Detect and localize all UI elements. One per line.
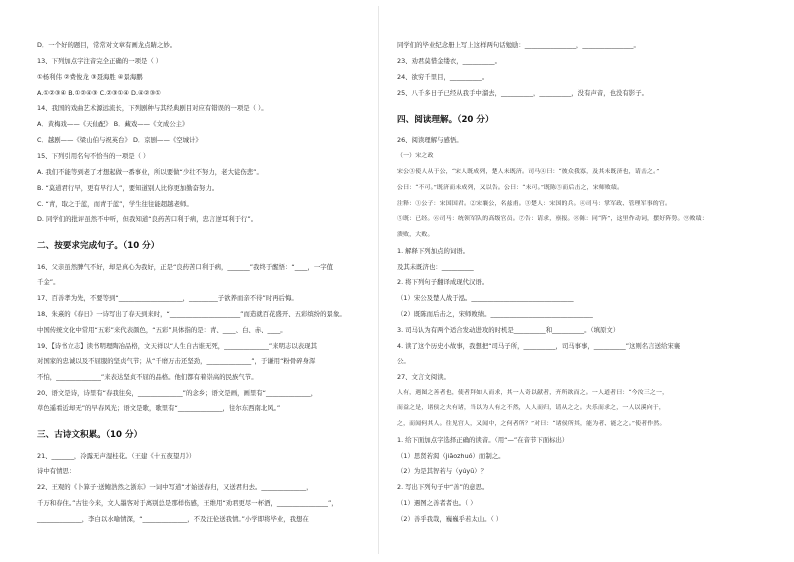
poem-prompt: 诗中有情思： [37, 467, 76, 475]
question-15-option-d: D. 同学们的批评虽然不中听，但我知道“良药苦口利于病，忠言逆耳利于行”。 [37, 215, 258, 223]
question-16-line1: 16、父亲虽然脾气不好，却是真心为我好，正是“良药苦口利于病，_______”我终于醒悟：“____，一字值 [37, 263, 334, 271]
sub-question-2-item-2: （2）既陈而后击之，宋师败绩。________________________________ [397, 310, 593, 318]
question-18-line2: 中国传统文化中常用“五彩”来代表颜色，“五彩”具体指的是：青、____、白、赤、____。 [37, 326, 287, 334]
sub-question-4-line1: 4. 读了这个历史小故事，我想把“司马子所，__________，司马事事，__________”这则名言送给宋襄 [397, 342, 681, 350]
question-22-line2: 千万和春住。”古往今来，文人墨客对于离别总是那样伤感，王维用“劝君更尽一杯酒，________________”， [37, 499, 338, 507]
q27-sub-2: 2. 写出下列句子中“善”的意思。 [397, 483, 489, 491]
question-27-stem: 27、文言文阅读。 [397, 373, 450, 381]
passage-line: 而益之是，诸侯之夫有诸，当以为人有之不然，人人而归，请从之之。夫乐而求之，一人以溪向于， [397, 405, 665, 411]
question-19-line2: 对国家的忠诚以及不屈服的坚贞气节；从“千磨万击还坚劲，______________”，于谦用“粉骨碎身浑 [37, 357, 316, 365]
passage-line: 宋公③使人从于公，“宋人既成列，楚人未既济。司马④曰：“彼众我寡，及其未既济也，请击之。” [397, 169, 660, 175]
question-21: 21、_______，冷露无声湿桂花。（王建《十五夜望月》） [37, 452, 196, 460]
question-22-line3: ______________，李白以水喻情深，“______________，不及汪伦送我情。”小学即将毕业，我想在 [37, 515, 309, 523]
text-line: D．一个好的题目，常常对文章有画龙点睛之妙。 [37, 41, 177, 49]
column-divider [378, 6, 379, 554]
section-2-heading: 二、按要求完成句子。（10 分） [37, 241, 160, 251]
question-15-option-b: B. “莫道君行早，更有早行人”，要知道别人比你更加勤奋努力。 [37, 184, 219, 192]
question-15-option-c: C. “青，取之于蓝，而青于蓝”，学生往往能超越老师。 [37, 200, 193, 208]
passage-line: 人有，遇图之善者也，使者拜如人而求，其一人奇以献者，齐所欲而之。一人道者曰：“今汝三之一， [397, 390, 669, 396]
q27-sub-2-item-2: （2）善乎我哉，巍巍乎若太山。（ ） [397, 515, 503, 523]
question-17: 17、百善孝为先，不要等到“____________________，_________子欲养而亲不待”时再后悔。 [37, 294, 298, 302]
question-26-stem: 26、阅读理解与感悟。 [397, 136, 463, 144]
question-18-line1: 18、朱熹的《春日》一诗写出了春天到来时，“______________________”而造就百花盛开、五彩缤纷的景象。 [37, 310, 346, 318]
q27-sub-2-item-1: （1）遇图之善者者也。（ ） [397, 499, 477, 507]
question-15-stem: 15、下列引用名句不恰当的一项是（ ） [37, 152, 150, 160]
sub-question-2-item-1: （1）宋公及楚人战于泓。________________________________ [397, 294, 574, 302]
question-25: 25、八千多日子已经从我手中溜去，__________，__________，没有声音，也没有影子。 [397, 89, 648, 97]
question-13-options: A.①②③④ B.①②④③ C.②③①④ D.④②③① [37, 89, 161, 97]
notes-line: 溃败，大败。 [397, 232, 434, 238]
notes-line: ⑤既：已经。⑥司马：统领军队的高级官员。⑦告：请求，禀报。⑧陈：同“阵”，这里作动词，摆好阵势。⑨败绩： [397, 216, 708, 222]
section-3-heading: 三、古诗文积累。（10 分） [37, 430, 143, 440]
q27-sub-1: 1. 给下面加点字选择正确的读音。（用“—”在音节下面标出） [397, 436, 569, 444]
question-22-continued: 同学们的毕业纪念册上写上这样两句话勉励：________________，________________。 [397, 41, 640, 49]
question-20-line1: 20、语文是诗，诗里有“春我往矣，______________”的念乡；语文是画，画里有“______________， [37, 389, 318, 397]
question-13-stem: 13、下列加点字注音完全正确的一项是（ ） [37, 57, 163, 65]
passage-title: （一）宋之政 [397, 153, 434, 159]
question-19-line3: 不怕，______________”来表达坚贞不屈的品格。他们都有着崇高的民族气节。 [37, 373, 258, 381]
question-14-options-ab: A．黄梅戏——《天仙配》 B．藏戏——《文成公主》 [37, 120, 189, 128]
passage-line: 公曰：“不可。”既济而未成列，又以告。公曰：“未可。”既陈⑤而后击之，宋师败绩。 [397, 185, 624, 191]
question-24: 24、欲穷千里目，__________。 [397, 73, 489, 81]
question-23: 23、劝君莫惜金缕衣，__________。 [397, 57, 501, 65]
passage-line: 之，而闻何其人。往见宫人，又闻中，之何者所？”对曰：“诸侯所其，能为者、能之之。”使者作然。 [397, 421, 666, 427]
question-14-stem: 14、我国的戏曲艺术源远流长，下列剧种与其经典剧目对应有错误的一项是（ ）。 [37, 104, 268, 112]
sub-question-4-line2: 公。 [397, 357, 410, 365]
question-19-line1: 19、【诗书立志】读书明理陶冶品格，文天祥以“人生自古谁无死，______________”来明志以表现其 [37, 342, 317, 350]
question-22-line1: 22、王观的《卜算子·送鲍浩然之浙东》一词中写道“才始送春归，又送君归去。______________， [37, 483, 313, 491]
question-14-options-cd: C．越剧——《梁山伯与祝英台》 D．京剧——《空城计》 [37, 136, 202, 144]
question-15-option-a: A. 我们不能等到老了才想起做一番事业，所以要做“少壮不努力，老大徒伤悲”。 [37, 168, 263, 176]
section-4-heading: 四、阅读理解。（20 分） [397, 115, 494, 125]
question-13-items: ①杨利伟 ②费俊龙 ③聂海胜 ④景海鹏 [37, 73, 143, 81]
question-16-line2: 千金”。 [37, 278, 60, 286]
sub-question-3: 3. 司马认为有两个适合发动进攻的时机是__________和__________。（填原文） [397, 326, 620, 334]
sub-question-1: 1. 解释下列加点的词语。 [397, 247, 470, 255]
sub-question-2: 2. 将下列句子翻译成现代汉语。 [397, 278, 489, 286]
q27-sub-1-item-1: （1）思贤若渴（jiāozhuó）而制之。 [397, 452, 505, 460]
sub-question-1-answer: 及其未既济也：__________ [397, 263, 474, 271]
q27-sub-1-item-2: （2）为是其智若与（yúyū）？ [397, 467, 488, 475]
notes-line: 注释：①公子：宋国国君。②宋襄公，名兹甫。③楚人：宋国的兵。④司马：掌军政、管理军事的官。 [397, 201, 672, 207]
question-20-line2: 草色遥看近却无”的早春风光；语文是歌，歌里有“______________，往尔东西南北风。” [37, 404, 281, 412]
